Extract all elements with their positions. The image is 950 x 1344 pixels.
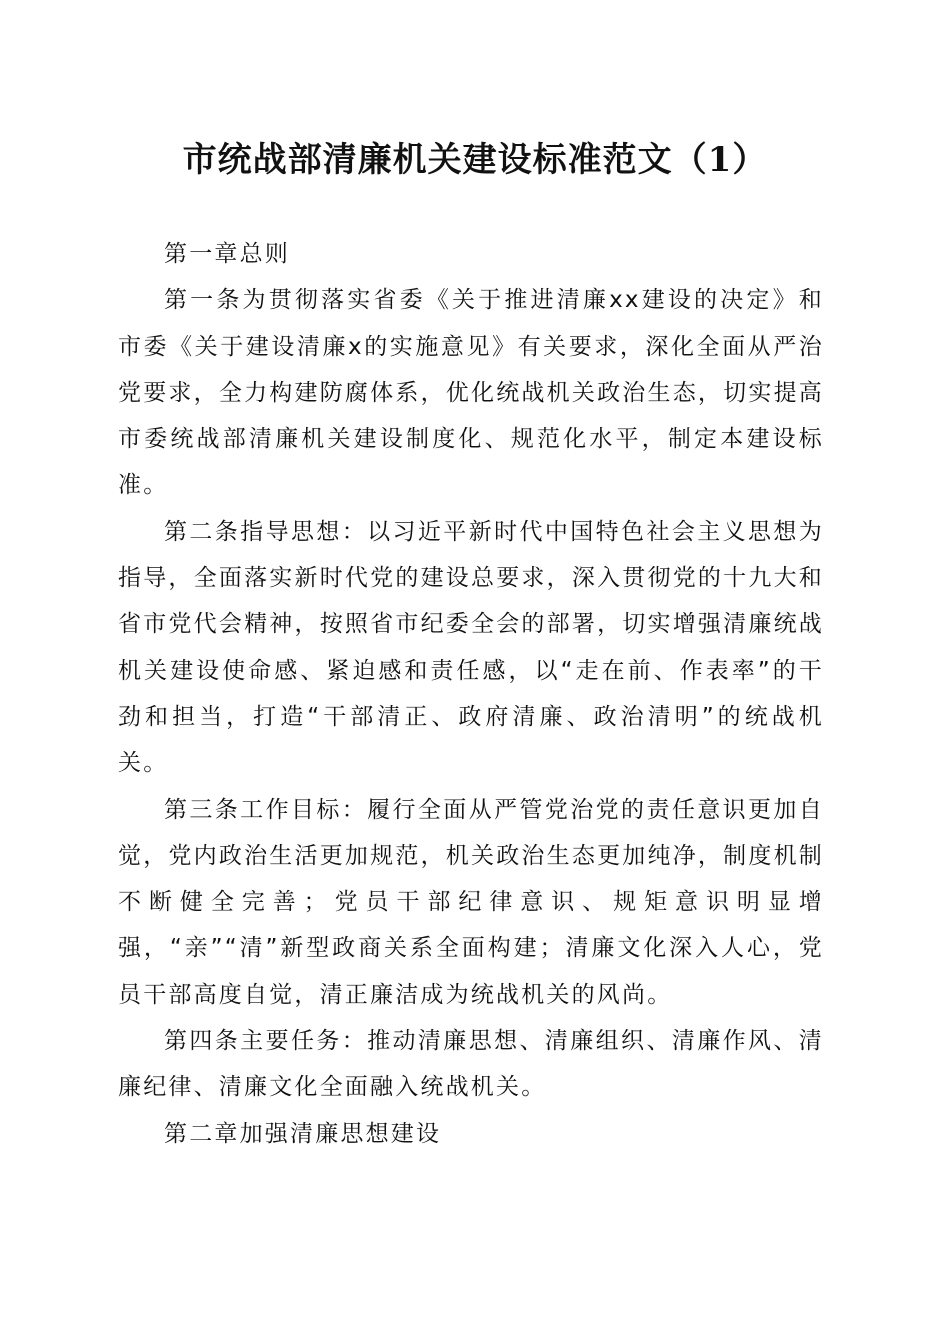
article-paragraph: 第三条工作目标：履行全面从严管党治党的责任意识更加自觉，党内政治生活更加规范，机关政治生态更加纯净，制度机制不断健全完善；党员干部纪律意识、规矩意识明显增强，“亲”“清”新型政商关系全面构建；清廉文化深入人心，党员干部高度自觉，清正廉洁成为统战机关的风尚。 xyxy=(118,796,824,1008)
document-body xyxy=(118,231,824,1157)
chapter-heading: 第二章加强清廉思想建设 xyxy=(164,1120,442,1147)
article-paragraph: 第四条主要任务：推动清廉思想、清廉组织、清廉作风、清廉纪律、清廉文化全面融入统战机关。 xyxy=(118,1028,824,1101)
article-paragraph: 第二条指导思想：以习近平新时代中国特色社会主义思想为指导，全面落实新时代党的建设总要求，深入贯彻党的十九大和省市党代会精神，按照省市纪委全会的部署，切实增强清廉统战机关建设使命感、紧迫感和责任感，以“走在前、作表率”的干劲和担当，打造“干部清正、政府清廉、政治清明”的统战机关。 xyxy=(118,518,824,777)
chapter-heading: 第一章总则 xyxy=(164,241,290,267)
document-title: 市统战部清廉机关建设标准范文（1） xyxy=(182,140,768,180)
article-paragraph: 第一条为贯彻落实省委《关于推进清廉xx建设的决定》和市委《关于建设清廉x的实施意见》有关要求，深化全面从严治党要求，全力构建防腐体系，优化统战机关政治生态，切实提高市委统战部清廉机关建设制度化、规范化水平，制定本建设标准。 xyxy=(118,287,824,499)
